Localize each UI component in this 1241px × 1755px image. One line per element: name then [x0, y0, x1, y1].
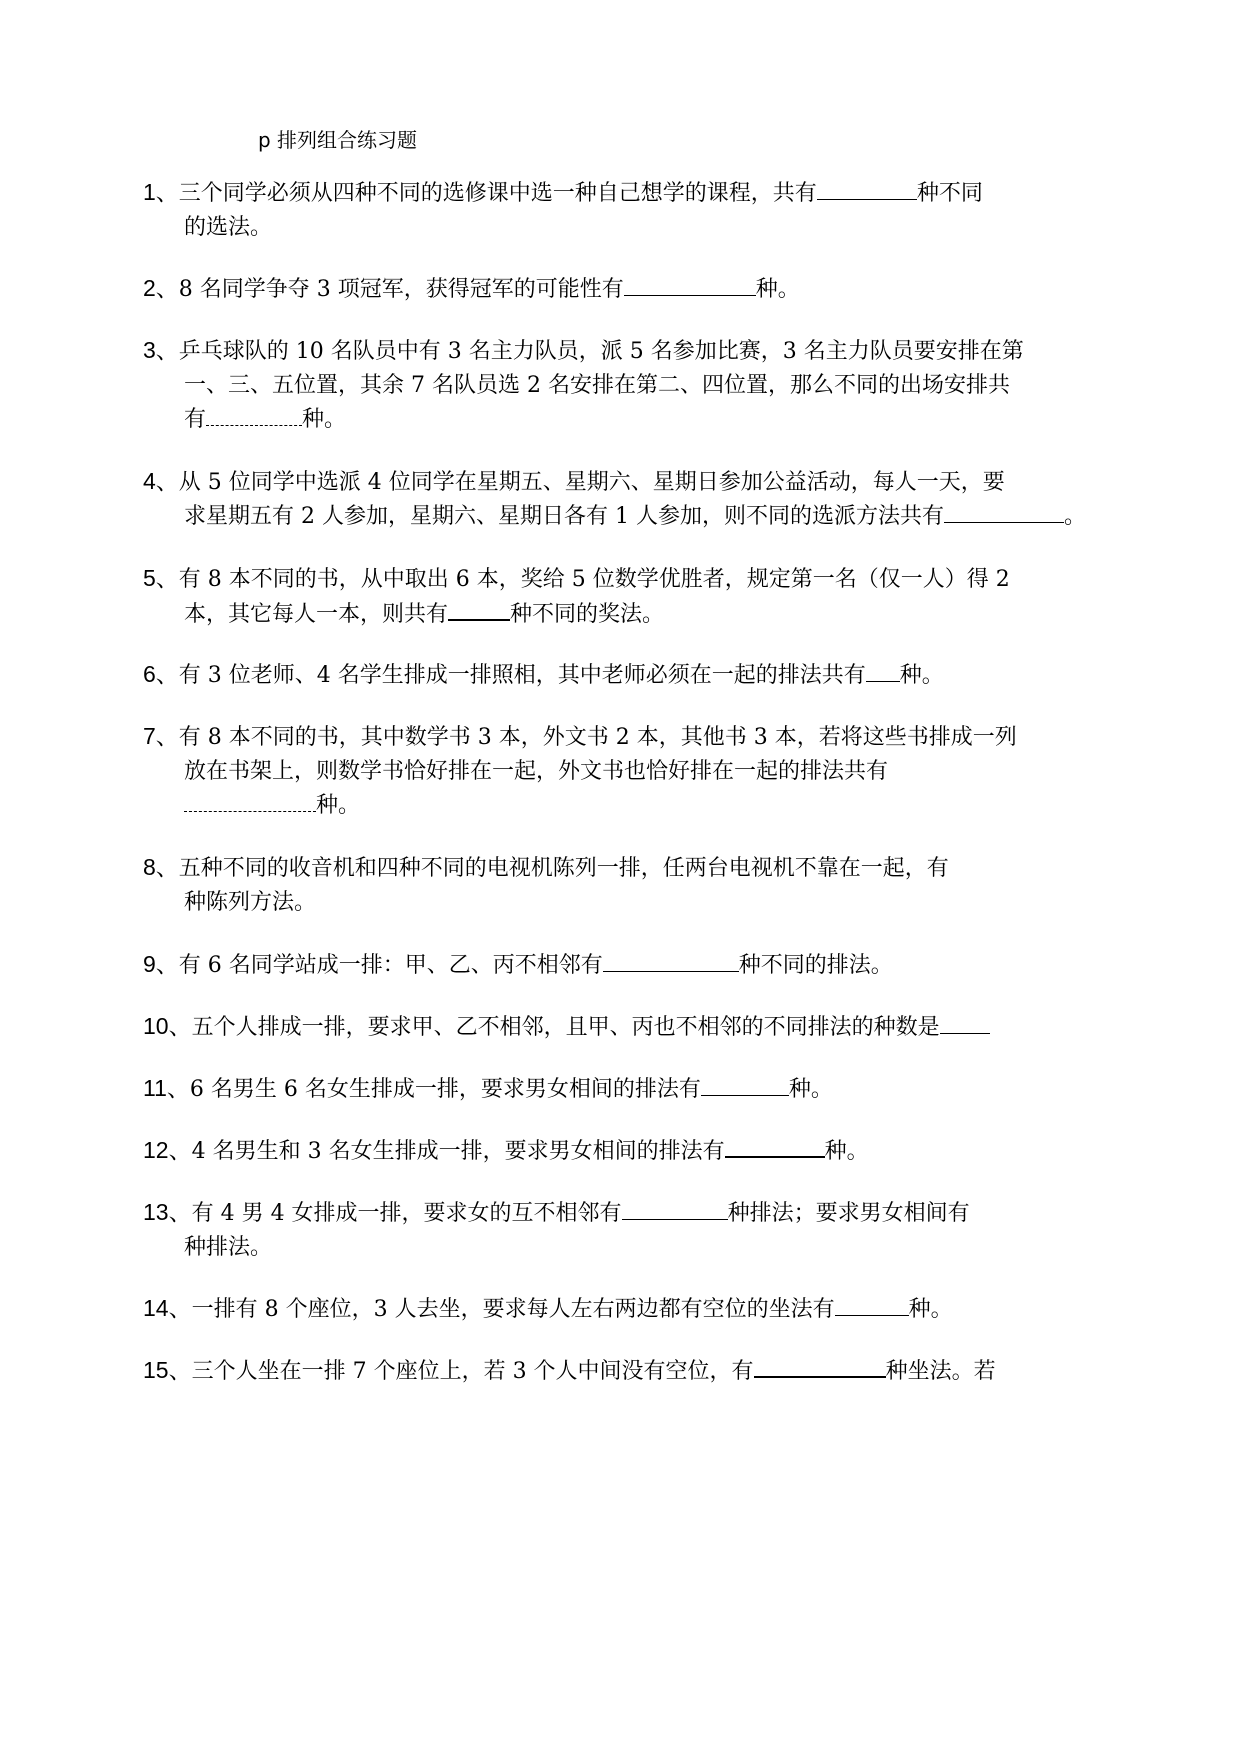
question-number: 2、 [143, 275, 179, 301]
question-6 [143, 657, 1183, 693]
question-12 [143, 1133, 1183, 1169]
answer-blank[interactable] [754, 1354, 886, 1378]
answer-blank[interactable] [835, 1293, 909, 1316]
question-number: 6、 [143, 661, 179, 687]
question-13 [143, 1195, 1183, 1265]
question-9 [143, 947, 1183, 983]
question-text: 本，其它每人一本，则共有 [184, 602, 449, 627]
question-number: 11、 [143, 1075, 190, 1101]
question-text: 有 3 位老师、4 名学生排成一排照相，其中老师必须在一起的排法共有 [178, 663, 866, 688]
question-text: 一排有 8 个座位，3 人去坐，要求每人左右两边都有空位的坐法有 [191, 1297, 835, 1322]
question-1 [143, 175, 1183, 245]
question-text: 6 名男生 6 名女生排成一排，要求男女相间的排法有 [189, 1077, 701, 1102]
question-number: 1、 [143, 179, 179, 205]
question-text: 放在书架上，则数学书恰好排在一起，外文书也恰好排在一起的排法共有 [184, 759, 889, 784]
question-text: 种。 [908, 1297, 953, 1322]
question-text: 有 6 名同学站成一排：甲、乙、丙不相邻有 [178, 953, 603, 978]
answer-blank[interactable] [725, 1134, 825, 1158]
question-text: 三个人坐在一排 7 个座位上，若 3 个人中间没有空位，有 [191, 1359, 754, 1384]
question-text: 种。 [316, 793, 361, 818]
question-text: 种排法；要求男女相间有 [727, 1201, 970, 1226]
question-text: 种。 [302, 407, 347, 432]
question-number: 10、 [143, 1013, 192, 1039]
question-number: 14、 [143, 1295, 192, 1321]
question-text: 种坐法。若 [885, 1359, 996, 1384]
page-title: p 排列组合练习题 [258, 128, 418, 152]
question-number: 8、 [143, 854, 179, 880]
question-number: 13、 [143, 1199, 192, 1225]
answer-blank[interactable] [622, 1197, 728, 1220]
question-number: 7、 [143, 723, 179, 749]
question-text: 五个人排成一排，要求甲、乙不相邻，且甲、丙也不相邻的不同排法的种数是 [191, 1015, 940, 1040]
question-text: 8 名同学争夺 3 项冠军，获得冠军的可能性有 [178, 277, 624, 302]
question-number: 15、 [143, 1357, 192, 1383]
question-text: 从 5 位同学中选派 4 位同学在星期五、星期六、星期日参加公益活动，每人一天，要 [178, 470, 1005, 495]
question-4 [143, 464, 1183, 534]
question-number: 9、 [143, 951, 179, 977]
question-2 [143, 271, 1183, 307]
answer-blank[interactable] [866, 659, 900, 682]
question-7 [143, 719, 1183, 823]
question-text: 有 [184, 407, 207, 432]
question-text: 种陈列方法。 [184, 890, 317, 915]
answer-blank[interactable] [940, 1011, 990, 1034]
question-text: 有 8 本不同的书，其中数学书 3 本，外文书 2 本，其他书 3 本，若将这些书排成一列 [178, 725, 1017, 750]
question-text: 有 4 男 4 女排成一排，要求女的互不相邻有 [191, 1201, 622, 1226]
question-number: 12、 [143, 1137, 192, 1163]
question-text: 。 [1063, 504, 1086, 529]
question-text: 种。 [824, 1139, 869, 1164]
answer-blank[interactable] [184, 789, 316, 812]
question-number: 5、 [143, 565, 179, 591]
question-text: 种。 [755, 277, 800, 302]
question-5 [143, 561, 1183, 632]
question-10 [143, 1009, 1183, 1045]
answer-blank[interactable] [701, 1073, 789, 1096]
question-text: 的选法。 [184, 215, 273, 240]
question-3 [143, 333, 1183, 437]
question-text: 种不同的奖法。 [510, 602, 665, 627]
answer-blank[interactable] [206, 403, 302, 426]
question-text: 4 名男生和 3 名女生排成一排，要求男女相间的排法有 [191, 1139, 725, 1164]
question-8 [143, 850, 1183, 920]
question-text: 种不同的排法。 [738, 953, 893, 978]
question-15 [143, 1353, 1183, 1389]
answer-blank[interactable] [624, 273, 756, 296]
answer-blank[interactable] [448, 597, 510, 621]
question-text: 三个同学必须从四种不同的选修课中选一种自己想学的课程，共有 [178, 181, 817, 206]
question-text: 种排法。 [184, 1235, 273, 1260]
question-text: 种。 [788, 1077, 833, 1102]
question-text: 乒乓球队的 10 名队员中有 3 名主力队员，派 5 名参加比赛，3 名主力队员要安排在第 [178, 339, 1024, 364]
question-text: 有 8 本不同的书，从中取出 6 本，奖给 5 位数学优胜者，规定第一名（仅一人）得 2 [178, 567, 1010, 592]
question-text: 求星期五有 2 人参加，星期六、星期日各有 1 人参加，则不同的选派方法共有 [184, 504, 944, 529]
question-number: 4、 [143, 468, 179, 494]
question-text: 种。 [899, 663, 944, 688]
question-11 [143, 1071, 1183, 1107]
question-number: 3、 [143, 337, 179, 363]
question-text: 一、三、五位置，其余 7 名队员选 2 名安排在第二、四位置，那么不同的出场安排共 [184, 373, 1010, 398]
question-text: 五种不同的收音机和四种不同的电视机陈列一排，任两台电视机不靠在一起，有 [178, 856, 949, 881]
answer-blank[interactable] [944, 500, 1064, 523]
answer-blank[interactable] [603, 949, 739, 972]
question-text: 种不同 [916, 181, 983, 206]
answer-blank[interactable] [817, 177, 917, 200]
question-14 [143, 1291, 1183, 1327]
